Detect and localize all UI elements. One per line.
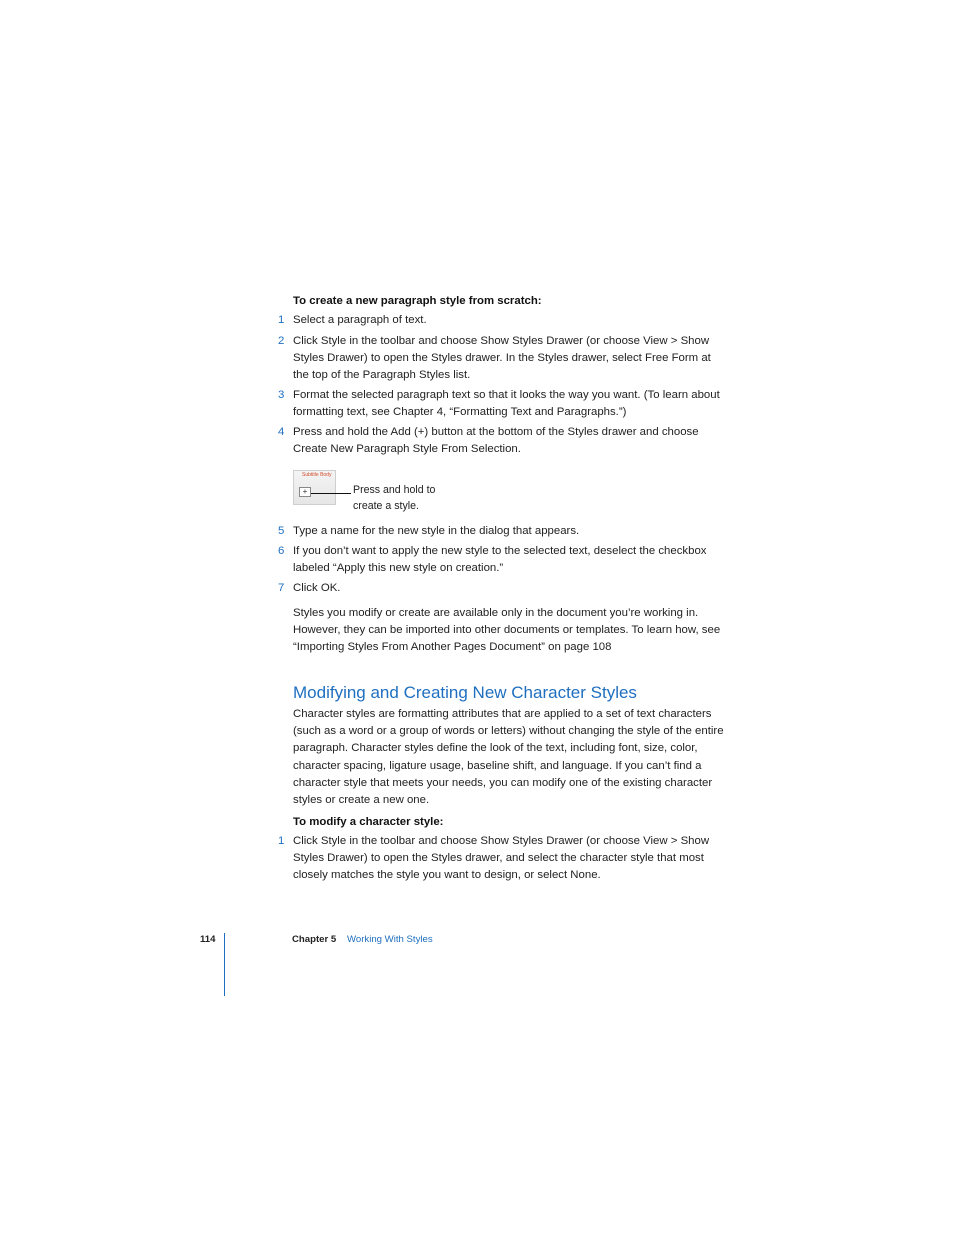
step-number: 5 bbox=[278, 525, 285, 537]
step-text: Press and hold the Add (+) button at the bottom of the Styles drawer and choose Create New Paragraph Style From Selection. bbox=[293, 426, 699, 456]
section-intro-paragraph: Character styles are formatting attributes that are applied to a set of text characters (such as a word or a group of words or letters) without changing the style of the entire paragraph. Character styles define the look of the text, including font, size, color, character spacing, ligature usage, baseline shift, and language. If you can’t find a character style that meets your needs, you can modify one of the existing character styles or create a new one. bbox=[293, 708, 724, 807]
styles-drawer-thumbnail bbox=[293, 470, 336, 505]
step-text: Select a paragraph of text. bbox=[293, 314, 427, 326]
step-number: 7 bbox=[278, 582, 285, 594]
figure-caption: Press and hold to create a style. bbox=[353, 484, 436, 512]
procedure-heading: To create a new paragraph style from scratch: bbox=[293, 295, 542, 307]
step-number: 3 bbox=[278, 389, 285, 401]
step-text: Type a name for the new style in the dialog that appears. bbox=[293, 525, 580, 537]
section-title: Modifying and Creating New Character Styles bbox=[293, 683, 637, 702]
step-number: 1 bbox=[278, 314, 285, 326]
chapter-label: Chapter 5 bbox=[292, 934, 337, 945]
page-number: 114 bbox=[200, 934, 216, 945]
style-name-tag: Subtitle Body bbox=[302, 472, 332, 478]
step-number: 4 bbox=[278, 426, 285, 438]
step-text: If you don’t want to apply the new style to the selected text, deselect the checkbox labeled “Apply this new style on creation.” bbox=[293, 545, 707, 575]
chapter-title: Working With Styles bbox=[347, 934, 433, 945]
footer-rule bbox=[224, 933, 225, 996]
add-style-button: + bbox=[299, 487, 311, 497]
callout-line bbox=[311, 493, 351, 494]
procedure-heading: To modify a character style: bbox=[293, 816, 444, 828]
step-number: 2 bbox=[278, 335, 285, 347]
step-number: 6 bbox=[278, 545, 285, 557]
step-text: Format the selected paragraph text so that it looks the way you want. (To learn about formatting text, see Chapter 4, “Formatting Text and Paragraphs.”) bbox=[293, 389, 720, 419]
styles-note-paragraph: Styles you modify or create are available only in the document you’re working in. However, they can be imported into other documents or templates. To learn how, see “Importing Styles From Another Pages Document” on page 108 bbox=[293, 607, 721, 654]
step-number: 1 bbox=[278, 835, 285, 847]
step-text: Click Style in the toolbar and choose Show Styles Drawer (or choose View > Show Styles Drawer) to open the Styles drawer, and select the character style that most closely matches the style you want to design, or select None. bbox=[293, 835, 710, 882]
step-text: Click Style in the toolbar and choose Show Styles Drawer (or choose View > Show Styles Drawer) to open the Styles drawer. In the Styles drawer, select Free Form at the top of the Paragraph Styles list. bbox=[293, 335, 711, 382]
step-text: Click OK. bbox=[293, 582, 341, 594]
